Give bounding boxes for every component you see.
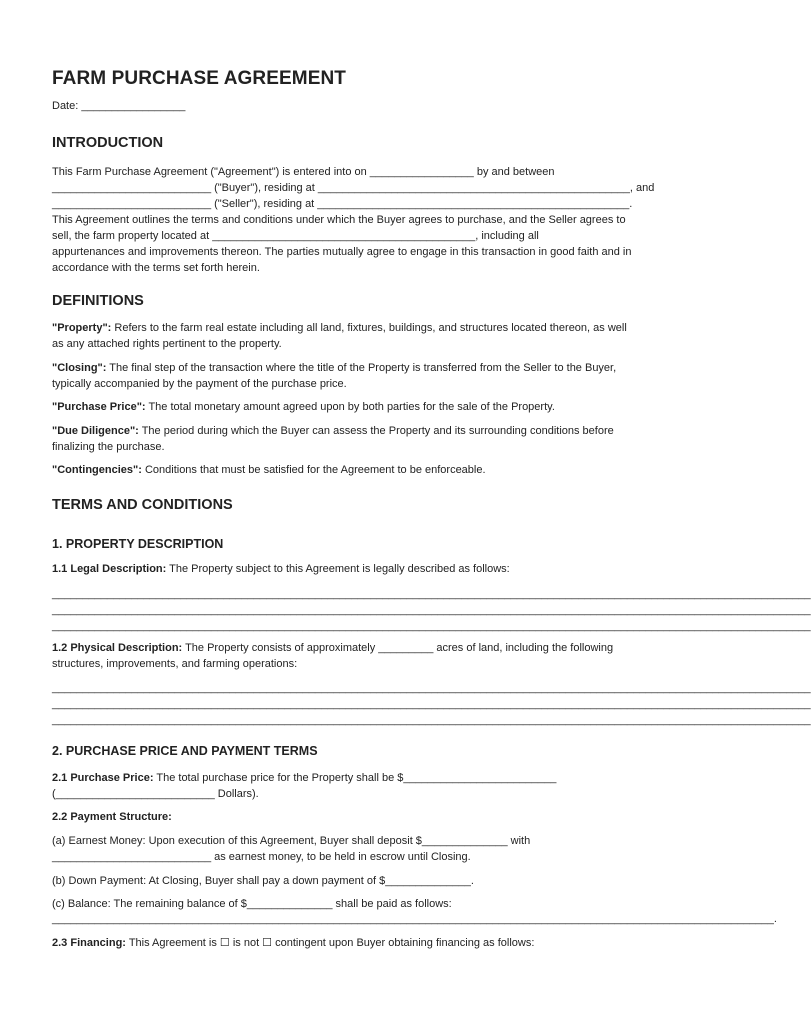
- section-2-heading: 2. PURCHASE PRICE AND PAYMENT TERMS: [52, 744, 318, 758]
- definition-closing: [52, 360, 718, 392]
- definition-contingencies: [52, 462, 718, 478]
- definition-text: The period during which the Buyer can assess the Property and its surrounding conditions before: [138, 425, 614, 437]
- definition-purchase-price: [52, 399, 718, 415]
- definition-text: Refers to the farm real estate including all land, fixtures, buildings, and structures located thereon, as well: [111, 322, 627, 334]
- terms-heading: TERMS AND CONDITIONS: [52, 497, 233, 513]
- blank-line: ____________________________________________________________________________________________________________________________: [52, 588, 811, 600]
- blank-line: ____________________________________________________________________________________________________________________________: [52, 698, 811, 710]
- legal-description-text: The Property subject to this Agreement is legally described as follows:: [166, 563, 510, 575]
- definition-text: typically accompanied by the payment of the purchase price.: [52, 378, 347, 390]
- blank-line: ____________________________________________________________________________________________________________________________: [52, 714, 811, 726]
- financing-text: This Agreement is ☐ is not ☐ contingent upon Buyer obtaining financing as follows:: [125, 937, 535, 949]
- purchase-price-text: (__________________________ Dollars).: [52, 788, 259, 800]
- down-payment-text: (b) Down Payment: At Closing, Buyer shall pay a down payment of $______________.: [52, 875, 474, 887]
- intro-line: This Farm Purchase Agreement ("Agreement") is entered into on _________________ by and between: [52, 166, 555, 178]
- physical-description-label: 1.2 Physical Description:: [52, 642, 183, 654]
- definition-text: Conditions that must be satisfied for the Agreement to be enforceable.: [141, 464, 486, 476]
- legal-description: [52, 561, 718, 577]
- introduction-heading: INTRODUCTION: [52, 135, 164, 151]
- definition-term: "Property":: [52, 322, 112, 334]
- financing-clause: [52, 935, 718, 951]
- earnest-money-clause: [52, 833, 718, 865]
- payment-structure-heading: 2.2 Payment Structure:: [52, 811, 172, 823]
- blank-line: ____________________________________________________________________________________________________________________________: [52, 620, 811, 632]
- definition-property: [52, 320, 718, 352]
- purchase-price-clause: [52, 770, 718, 802]
- intro-line: appurtenances and improvements thereon. The parties mutually agree to engage in this transaction in good faith and in: [52, 246, 632, 258]
- blank-line: ____________________________________________________________________________________________________________________________: [52, 604, 811, 616]
- intro-line: sell, the farm property located at ___________________________________________, including all: [52, 230, 539, 242]
- payment-structure-label: [52, 809, 718, 825]
- introduction-paragraph: [52, 164, 718, 276]
- physical-description-text: The Property consists of approximately _________ acres of land, including the following: [182, 642, 614, 654]
- balance-clause: [52, 896, 718, 912]
- intro-line: accordance with the terms set forth herein.: [52, 262, 260, 274]
- earnest-money-text: __________________________ as earnest money, to be held in escrow until Closing.: [52, 851, 471, 863]
- date-line: Date: _________________: [52, 100, 186, 112]
- intro-line: This Agreement outlines the terms and conditions under which the Buyer agrees to purchase, and the Seller agrees to: [52, 214, 626, 226]
- balance-blank-line: ______________________________________________________________________________________________________________________.: [52, 913, 777, 925]
- financing-label: 2.3 Financing:: [52, 937, 126, 949]
- intro-line: __________________________ ("Buyer"), residing at ___________________________________________________, and: [52, 182, 655, 194]
- definition-term: "Purchase Price":: [52, 401, 146, 413]
- definition-text: finalizing the purchase.: [52, 441, 165, 453]
- purchase-price-label: 2.1 Purchase Price:: [52, 772, 154, 784]
- legal-description-label: 1.1 Legal Description:: [52, 563, 167, 575]
- definition-term: "Contingencies":: [52, 464, 142, 476]
- earnest-money-text: (a) Earnest Money: Upon execution of this Agreement, Buyer shall deposit $______________ with: [52, 835, 531, 847]
- blank-line: ____________________________________________________________________________________________________________________________: [52, 682, 811, 694]
- definition-text: as any attached rights pertinent to the property.: [52, 338, 282, 350]
- document-title: FARM PURCHASE AGREEMENT: [52, 68, 346, 89]
- definition-term: "Due Diligence":: [52, 425, 139, 437]
- physical-description-text: structures, improvements, and farming operations:: [52, 658, 298, 670]
- definition-due-diligence: [52, 423, 718, 455]
- intro-line: __________________________ ("Seller"), residing at ___________________________________________________.: [52, 198, 633, 210]
- purchase-price-text: The total purchase price for the Property shall be $_________________________: [153, 772, 557, 784]
- definition-term: "Closing":: [52, 362, 107, 374]
- section-1-heading: 1. PROPERTY DESCRIPTION: [52, 537, 224, 551]
- balance-text: (c) Balance: The remaining balance of $______________ shall be paid as follows:: [52, 898, 452, 910]
- definitions-heading: DEFINITIONS: [52, 293, 144, 309]
- definition-text: The total monetary amount agreed upon by both parties for the sale of the Property.: [145, 401, 555, 413]
- physical-description: [52, 640, 718, 672]
- definition-text: The final step of the transaction where the title of the Property is transferred from the Seller to the Buyer,: [106, 362, 617, 374]
- down-payment-clause: [52, 873, 718, 889]
